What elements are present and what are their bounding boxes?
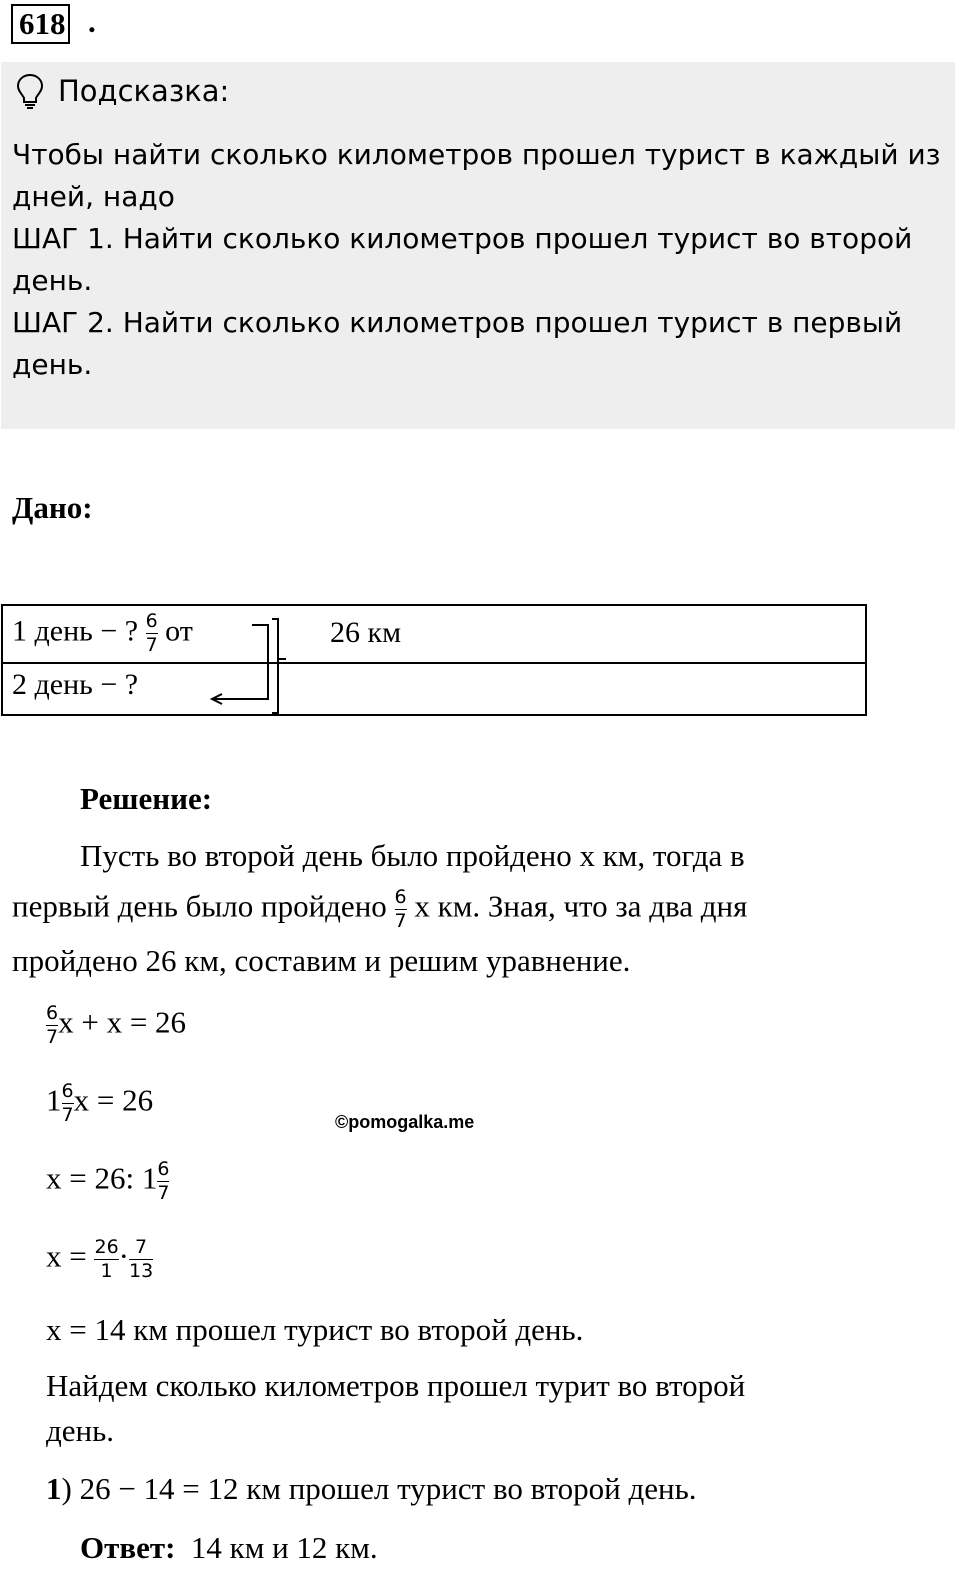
given-row-2: 2 день − ? (12, 668, 139, 701)
hint-line: дней, надо (12, 180, 175, 213)
solution-paragraph: первый день было пройдено $\frac{6}{7}$ x км. Зная, что за два дня (12, 886, 748, 932)
hint-title: Подсказка: (58, 74, 230, 108)
hint-line: день. (12, 264, 93, 297)
equation: $\frac{6}{7}$ x + x = 26 (46, 1002, 187, 1048)
equation: x = 14 км прошел турист во второй день. (46, 1312, 584, 1347)
given-row-1: 1 день − ? $\frac{6}{7}$ от (12, 610, 193, 656)
equation: x = $\frac{26}{1}$ · $\frac{7}{13}$ (46, 1236, 154, 1282)
fraction: $\frac{6}{7}$ (394, 886, 407, 932)
hint-step-label: ШАГ 1. (12, 222, 114, 255)
problem-number-dot: . (88, 4, 96, 39)
answer-text: 14 км и 12 км. (190, 1530, 378, 1565)
fraction: $\frac{6}{7}$ (157, 1158, 170, 1204)
table-divider (1, 662, 867, 664)
solution-step: 1) 26 − 14 = 12 км прошел турист во второй день. (46, 1471, 697, 1506)
fraction: $\frac{7}{13}$ (129, 1236, 154, 1282)
fraction: $\frac{6}{7}$ (61, 1080, 74, 1126)
solution-paragraph: пройдено 26 км, составим и решим уравнение. (12, 943, 631, 978)
hint-line: ШАГ 2. Найти сколько километров прошел турист в первый (12, 306, 903, 339)
brace-arrow-icon (200, 615, 300, 717)
equation: 1 $\frac{6}{7}$ x = 26 (46, 1080, 154, 1126)
equation: x = 26: 1 $\frac{6}{7}$ (46, 1158, 170, 1204)
hint-line: ШАГ 1. Найти сколько километров прошел турист во второй (12, 222, 913, 255)
watermark: ©pomogalka.me (335, 1112, 475, 1132)
hint-line: день. (12, 348, 93, 381)
problem-number: 618 (11, 4, 70, 44)
hint-step-label: ШАГ 2. (12, 306, 114, 339)
fraction: $\frac{6}{7}$ (145, 610, 158, 656)
solution-label: Решение: (80, 781, 213, 816)
hint-line: Чтобы найти сколько километров прошел турист в каждый из (12, 138, 941, 171)
given-total: 26 км (330, 616, 402, 649)
solution-paragraph: день. (46, 1413, 115, 1448)
solution-paragraph: Пусть во второй день было пройдено x км, тогда в (80, 838, 745, 873)
answer-label: Ответ: (80, 1530, 176, 1565)
answer (80, 1530, 378, 1566)
lightbulb-icon (14, 72, 46, 110)
fraction: $\frac{26}{1}$ (94, 1236, 119, 1282)
fraction: $\frac{6}{7}$ (46, 1002, 59, 1048)
given-label: Дано: (12, 490, 93, 525)
solution-paragraph: Найдем сколько километров прошел турит во второй (46, 1368, 746, 1403)
